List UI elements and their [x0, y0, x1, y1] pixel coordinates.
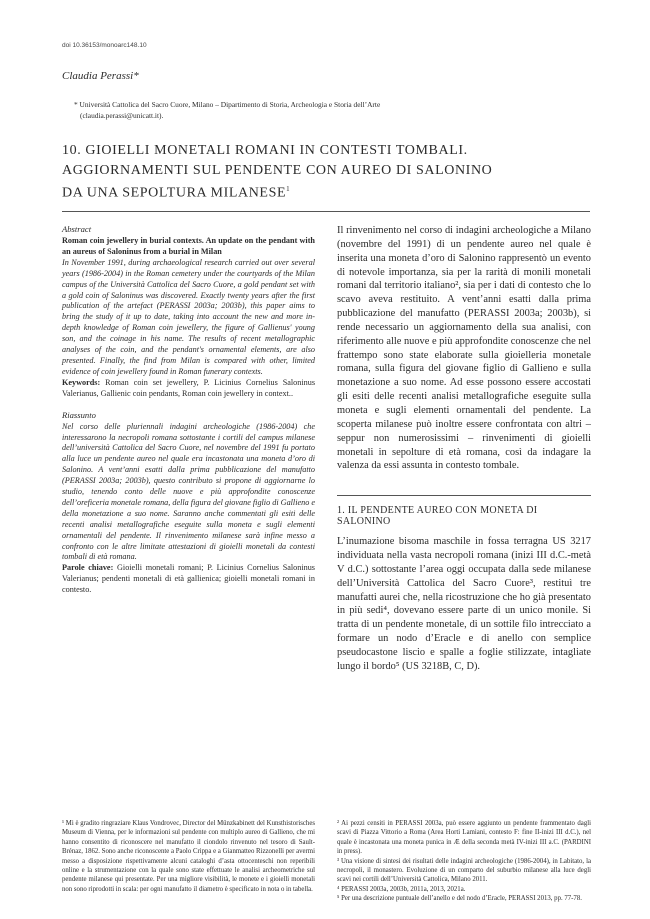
riassunto-label: Riassunto [62, 409, 96, 420]
title-line: AGGIORNAMENTI SUL PENDENTE CON AUREO DI SALONINO [62, 162, 493, 178]
keywords-text: Roman coin set jewellery, P. Licinius Cornelius Saloninus Valerianus, Gallienic coin pendants, Roman coin jewellery in context.. [62, 377, 316, 398]
footnote-5: ⁵ Per una descrizione puntuale dell’anello e del nodo d’Eracle, PERASSI 2013, pp. 77-78. [337, 895, 582, 903]
author-name: Claudia Perassi* [62, 70, 139, 82]
riassunto-text: Nel corso delle pluriennali indagini archeologiche (1986-2004) che interessarono la necropoli romana sottostante i cortili del campus milanese dell’università Cattolica del Sacro Cuore, nel novembre del 1991 fu portato alla luce un pendente aureo nel quale era incastonata una moneta d’oro di Salonino. A vent’anni esatti dalla prima pubblicazione del manufatto (PERASSI 2003a; 2003b), questo contributo si propone di aggiornarne lo studio, tenendo conto delle nuove e più approfondite conoscenze dell’oreficeria monetale romana, della figura del giovane figlio di Gallieno e della monetazione a suo nome. Saranno anche commentati gli esiti delle recenti analisi metallografiche eseguite sulla moneta e sugli elementi ornamentali del pendente. Il rinvenimento milanese sarà infine messo a confronto con le altre limitate attestazioni di gioielli monetali da contesti tombali di età romana. [62, 421, 315, 562]
body-column [337, 224, 591, 674]
abstract-title: Roman coin jewellery in burial contexts. An update on the pendant with an aureus of Saloninus from a burial in Milan [62, 236, 315, 256]
title-line-text: DA UNA SEPOLTURA MILANESE [62, 185, 287, 201]
doi-line: doi 10.36153/monoarc148.10 [62, 42, 147, 49]
footnote-1: ¹ Mi è gradito ringraziare Klaus Vondrovec, Director del Münzkabinett del Kunsthistorisches Museum di Vienna, per le informazioni sul pendente con multiplo aureo di Gallieno, che mi hanno consentito di riconoscere nel manufatto il ciondolo rinvenuto nel tesoro di Sault-Brénaz, 1862. Sono anche riconoscente a Paolo Crippa e a Gianmatteo Rizzonelli per avermi messo a disposizione rispettivamente alcuni cataloghi d’asta ottocenteschi non reperibili online e la strumentazione con la quale sono state effettuate le analisi archeometriche sul pendente milanese qui presentate. Per una migliore visibilità, le monete e i gioielli monetali non sono riprodotti in scala: per ogni manufatto il diametro è specificato in nota o in tabella. [62, 820, 315, 893]
abstract-keywords [62, 378, 315, 400]
footnotes-right [337, 819, 591, 904]
abstract-column [62, 224, 315, 596]
parole-chiave-label: Parole chiave: [62, 563, 114, 573]
abstract-text: In November 1991, during archaeological research carried out over several years (1986-2004) in the Roman cemetery under the courtyards of the Milan campus of the Università Cattolica del Sacro Cuore, a gold pendant set with a gold coin of Saloninus was discovered. Exactly twenty years after the first publication of the artefact (PERASSI 2003a; 2003b), this paper aims to bring the study of it up to date, taking into account the new and more in-depth knowledge of Roman coin jewellery, the figure of Gallienus' young son, and the coinage in his name. The results of recent metallographic analyses of the coin, and the pendant's ornamental elements, are also presented. Finally, the find from Milan is compared with other, limited evidence of coin jewellery found in Roman funerary contexts. [62, 257, 315, 376]
riassunto-keywords [62, 563, 315, 596]
title-line [62, 180, 522, 203]
affiliation-email: (claudia.perassi@unicatt.it). [80, 111, 164, 120]
section-heading: 1. IL PENDENTE AUREO CON MONETA DI SALONINO [337, 505, 538, 528]
author-affiliation [74, 99, 554, 121]
title-footnote-mark[interactable]: 1 [286, 185, 291, 193]
section1-paragraph: L’inumazione bisoma maschile in fossa terragna US 3217 individuata nella vasta necropoli romana (inizi III d.C.-metà V d.C.) sottostante l’area oggi occupata dalla sede milanese dell’Università Cattolica del Sacro Cuore³, restituì tre manufatti aurei che, nella ricostruzione che ho già presentato in più sedi⁴, dovevano essere parte di un unico monile. Si tratta di un pendente monetale, di un sottile filo intrecciato a formare un nodo d’Eracle e di anello con semplice pseudocastone liscio e spalle a foglie stilizzate, intagliate lungo il bordo⁵ (US 3218B, C, D). [337, 536, 591, 672]
footnote-3: ³ Una visione di sintesi dei risultati delle indagini archeologiche (1986-2004), in Labitato, la necropoli, il monastero. Evoluzione di un comparto del suburbio milanese alla luce degli scavi nei cortili dell’Università Cattolica, Milano 2011. [337, 857, 591, 884]
section-rule [337, 495, 591, 496]
title-line: 10. GIOIELLI MONETALI ROMANI IN CONTESTI TOMBALI. [62, 143, 468, 158]
footnotes-left [62, 819, 315, 894]
title-rule [62, 211, 590, 212]
footnote-2: ² Ai pezzi censiti in PERASSI 2003a, può essere aggiunto un pendente frammentato dagli scavi di Piazza Vittorio a Roma (Area Horti Lamiani, contesto F: fine II-inizi III d.C.), nel quale è incastonata una moneta punica in Æ della seconda metà IV-inizi III a.C. (PARDINI in press). [337, 820, 591, 856]
keywords-label: Keywords: [62, 377, 101, 387]
parole-chiave-text: Gioielli monetali romani; P. Licinius Cornelius Saloninus Valerianus; pendenti monetali di età gallienica; gioielli monetali romani in contesto. [62, 563, 315, 595]
intro-paragraph: Il rinvenimento nel corso di indagini archeologiche a Milano (novembre del 1991) di un pendente aureo nel quale è inserita una moneta d’oro di Salonino rappresentò un evento di notevole importanza, sia per la rarità di monili monetali romani dal territorio italiano², sia per i dati di contesto che lo scavo aveva restituito. A vent’anni esatti dalla prima pubblicazione del manufatto (PERASSI 2003a; 2003b), si rende necessario un aggiornamento della sua analisi, con riferimento alle nuove e più approfondite conoscenze che nel frattempo sono state elaborate sulla gioielleria monetale romana, sulla figura del giovane figlio di Gallieno e sulla monetazione a suo nome. Ad esse possono essere accostati gli esiti delle recenti analisi metallografiche eseguite sulla moneta e sugli elementi ornamentali del pendente. La scoperta milanese può inoltre essere confrontata con altri – seppur non numerosissimi – rinvenimenti di gioielli monetali in sepolture di età romana, così da indagare la valenza da essi assunta in contesto tombale. [337, 225, 591, 472]
abstract-label: Abstract [62, 224, 92, 234]
chapter-title [62, 141, 522, 203]
affiliation-line: * Università Cattolica del Sacro Cuore, Milano – Dipartimento di Storia, Archeologia e Storia dell’Arte [74, 100, 381, 109]
footnote-4: ⁴ PERASSI 2003a, 2003b, 2011a, 2013, 2021a. [337, 885, 466, 893]
